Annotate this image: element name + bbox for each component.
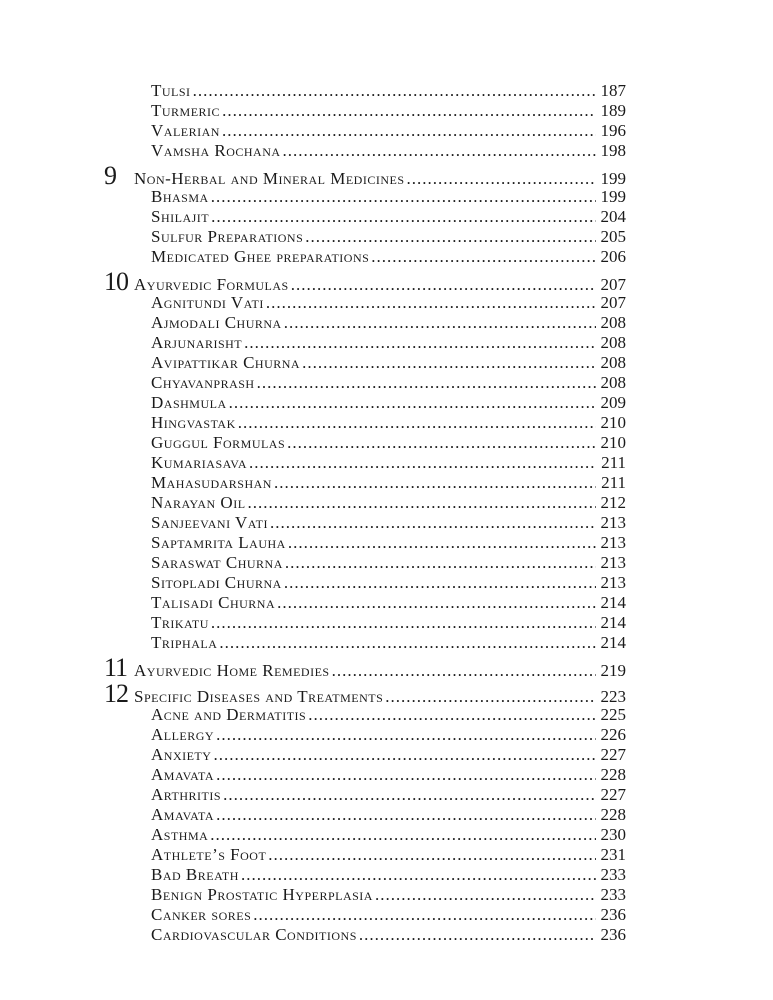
section-title: Chyavanprash bbox=[151, 373, 255, 392]
section-title: Talisadi Churna bbox=[151, 593, 276, 612]
toc-section-entry[interactable] bbox=[151, 393, 626, 413]
section-title: Benign Prostatic Hyperplasia bbox=[151, 885, 373, 904]
toc-section-entry[interactable] bbox=[151, 413, 626, 433]
page-number: 205 bbox=[600, 227, 626, 246]
page-number: 199 bbox=[600, 169, 626, 188]
toc-section-entry[interactable] bbox=[151, 905, 626, 925]
toc-section-entry[interactable] bbox=[151, 473, 626, 493]
page-number: 209 bbox=[600, 393, 626, 412]
section-title: Narayan Oil bbox=[151, 493, 246, 512]
dot-leader bbox=[241, 865, 596, 885]
toc-section-entry[interactable] bbox=[151, 745, 626, 765]
toc-section-entry[interactable] bbox=[151, 553, 626, 573]
dot-leader bbox=[283, 141, 596, 161]
chapter-title: Non-Herbal and Mineral Medicines bbox=[134, 169, 405, 188]
dot-leader bbox=[211, 207, 596, 227]
toc-section-entry[interactable] bbox=[151, 81, 626, 101]
section-title: Sitopladi Churna bbox=[151, 573, 282, 592]
section-title: Ajmodali Churna bbox=[151, 313, 282, 332]
toc-section-entry[interactable] bbox=[151, 573, 626, 593]
section-title: Asthma bbox=[151, 825, 209, 844]
chapter-title: Specific Diseases and Treatments bbox=[134, 687, 384, 706]
dot-leader bbox=[285, 553, 596, 573]
dot-leader bbox=[371, 247, 596, 267]
dot-leader bbox=[270, 513, 596, 533]
section-title: Arthritis bbox=[151, 785, 222, 804]
dot-leader bbox=[211, 613, 596, 633]
dot-leader bbox=[210, 825, 596, 845]
page-number: 214 bbox=[600, 633, 626, 652]
dot-leader bbox=[274, 473, 596, 493]
section-title: Amavata bbox=[151, 805, 215, 824]
dot-leader bbox=[359, 925, 596, 945]
chapter-number: 12 bbox=[104, 679, 128, 708]
toc-section-entry[interactable] bbox=[151, 207, 626, 227]
page-number: 207 bbox=[600, 293, 626, 312]
dot-leader bbox=[284, 313, 596, 333]
toc-chapter-entry[interactable] bbox=[104, 679, 626, 708]
page-number: 208 bbox=[600, 333, 626, 352]
chapter-number: 9 bbox=[104, 161, 117, 190]
toc-section-entry[interactable] bbox=[151, 433, 626, 453]
toc-section-entry[interactable] bbox=[151, 227, 626, 247]
section-title: Canker sores bbox=[151, 905, 252, 924]
dot-leader bbox=[305, 227, 596, 247]
page-number: 223 bbox=[600, 687, 626, 706]
page-number: 233 bbox=[600, 885, 626, 904]
dot-leader bbox=[219, 633, 596, 653]
dot-leader bbox=[244, 333, 596, 353]
dot-leader bbox=[248, 493, 596, 513]
page-number: 213 bbox=[600, 553, 626, 572]
dot-leader bbox=[222, 121, 596, 141]
section-title: Triphala bbox=[151, 633, 218, 652]
dot-leader bbox=[238, 413, 596, 433]
section-title: Avipattikar Churna bbox=[151, 353, 301, 372]
toc-section-entry[interactable] bbox=[151, 845, 626, 865]
page-number: 211 bbox=[601, 453, 626, 472]
toc-section-entry[interactable] bbox=[151, 725, 626, 745]
section-title: Sulfur Preparations bbox=[151, 227, 304, 246]
toc-section-entry[interactable] bbox=[151, 293, 626, 313]
dot-leader bbox=[332, 660, 596, 682]
toc-section-entry[interactable] bbox=[151, 925, 626, 945]
section-title: Saptamrita Lauha bbox=[151, 533, 286, 552]
toc-section-entry[interactable] bbox=[151, 353, 626, 373]
toc-section-entry[interactable] bbox=[151, 785, 626, 805]
toc-section-entry[interactable] bbox=[151, 593, 626, 613]
dot-leader bbox=[216, 765, 596, 785]
chapter-number: 10 bbox=[104, 267, 128, 296]
toc-section-entry[interactable] bbox=[151, 333, 626, 353]
dot-leader bbox=[229, 393, 596, 413]
section-title: Amavata bbox=[151, 765, 215, 784]
toc-section-entry[interactable] bbox=[151, 121, 626, 141]
page-number: 225 bbox=[600, 705, 626, 724]
section-title: Turmeric bbox=[151, 101, 221, 120]
dot-leader bbox=[288, 533, 596, 553]
section-title: Sanjeevani Vati bbox=[151, 513, 268, 532]
toc-section-entry[interactable] bbox=[151, 513, 626, 533]
chapter-title: Ayurvedic Home Remedies bbox=[134, 661, 330, 680]
dot-leader bbox=[302, 353, 596, 373]
toc-section-entry[interactable] bbox=[151, 613, 626, 633]
dot-leader bbox=[266, 293, 596, 313]
toc-section-entry[interactable] bbox=[151, 101, 626, 121]
page-number: 228 bbox=[600, 765, 626, 784]
page-number: 210 bbox=[600, 433, 626, 452]
section-title: Valerian bbox=[151, 121, 220, 140]
section-title: Agnitundi Vati bbox=[151, 293, 264, 312]
section-title: Saraswat Churna bbox=[151, 553, 283, 572]
page-number: 236 bbox=[600, 925, 626, 944]
page-number: 236 bbox=[600, 905, 626, 924]
page-number: 233 bbox=[600, 865, 626, 884]
dot-leader bbox=[287, 433, 596, 453]
toc-chapter-entry[interactable] bbox=[104, 267, 626, 296]
toc-section-entry[interactable] bbox=[151, 453, 626, 473]
toc-section-entry[interactable] bbox=[151, 141, 626, 161]
page-number: 214 bbox=[600, 613, 626, 632]
dot-leader bbox=[216, 805, 596, 825]
section-title: Hingvastak bbox=[151, 413, 236, 432]
page-number: 187 bbox=[600, 81, 626, 100]
toc-section-entry[interactable] bbox=[151, 805, 626, 825]
page-number: 212 bbox=[600, 493, 626, 512]
dot-leader bbox=[222, 101, 596, 121]
toc-section-entry[interactable] bbox=[151, 825, 626, 845]
dot-leader bbox=[268, 845, 596, 865]
dot-leader bbox=[277, 593, 596, 613]
page-number: 228 bbox=[600, 805, 626, 824]
toc-section-entry[interactable] bbox=[151, 705, 626, 725]
section-title: Acne and Dermatitis bbox=[151, 705, 307, 724]
toc-section-entry[interactable] bbox=[151, 313, 626, 333]
toc-section-entry[interactable] bbox=[151, 885, 626, 905]
page-number: 207 bbox=[600, 275, 626, 294]
dot-leader bbox=[308, 705, 596, 725]
dot-leader bbox=[257, 373, 596, 393]
page-number: 226 bbox=[600, 725, 626, 744]
section-title: Shilajit bbox=[151, 207, 210, 226]
toc-section-entry[interactable] bbox=[151, 533, 626, 553]
toc-section-entry[interactable] bbox=[151, 633, 626, 653]
dot-leader bbox=[193, 81, 596, 101]
section-title: Bhasma bbox=[151, 187, 209, 206]
section-title: Athlete’s Foot bbox=[151, 845, 267, 864]
dot-leader bbox=[223, 785, 596, 805]
page-number: 213 bbox=[600, 573, 626, 592]
section-title: Bad Breath bbox=[151, 865, 239, 884]
page-number: 214 bbox=[600, 593, 626, 612]
toc-section-entry[interactable] bbox=[151, 493, 626, 513]
chapter-title: Ayurvedic Formulas bbox=[134, 275, 289, 294]
page-number: 219 bbox=[600, 661, 626, 680]
page-number: 208 bbox=[600, 313, 626, 332]
toc-section-entry[interactable] bbox=[151, 247, 626, 267]
section-title: Allergy bbox=[151, 725, 215, 744]
page-number: 227 bbox=[600, 745, 626, 764]
table-of-contents bbox=[104, 81, 626, 945]
section-title: Dashmula bbox=[151, 393, 227, 412]
toc-chapter-entry[interactable] bbox=[104, 161, 626, 190]
dot-leader bbox=[284, 573, 596, 593]
section-title: Arjunarisht bbox=[151, 333, 243, 352]
section-title: Tulsi bbox=[151, 81, 191, 100]
section-title: Cardiovascular Conditions bbox=[151, 925, 357, 944]
page-number: 210 bbox=[600, 413, 626, 432]
page-number: 199 bbox=[600, 187, 626, 206]
page-number: 213 bbox=[600, 533, 626, 552]
page-number: 230 bbox=[600, 825, 626, 844]
dot-leader bbox=[213, 745, 596, 765]
page-number: 211 bbox=[601, 473, 626, 492]
section-title: Anxiety bbox=[151, 745, 212, 764]
toc-section-entry[interactable] bbox=[151, 765, 626, 785]
page-number: 227 bbox=[600, 785, 626, 804]
section-title: Kumariasava bbox=[151, 453, 248, 472]
page-number: 206 bbox=[600, 247, 626, 266]
section-title: Medicated Ghee preparations bbox=[151, 247, 370, 266]
toc-section-entry[interactable] bbox=[151, 373, 626, 393]
section-title: Trikatu bbox=[151, 613, 209, 632]
chapter-number: 11 bbox=[104, 653, 128, 682]
dot-leader bbox=[249, 453, 596, 473]
page-number: 189 bbox=[600, 101, 626, 120]
toc-section-entry[interactable] bbox=[151, 187, 626, 207]
page-number: 208 bbox=[600, 353, 626, 372]
page-number: 198 bbox=[600, 141, 626, 160]
dot-leader bbox=[211, 187, 596, 207]
toc-chapter-entry[interactable] bbox=[104, 653, 626, 682]
section-title: Vamsha Rochana bbox=[151, 141, 281, 160]
dot-leader bbox=[375, 885, 596, 905]
page-number: 213 bbox=[600, 513, 626, 532]
page-number: 231 bbox=[600, 845, 626, 864]
dot-leader bbox=[216, 725, 596, 745]
page-number: 204 bbox=[600, 207, 626, 226]
section-title: Mahasudarshan bbox=[151, 473, 272, 492]
toc-section-entry[interactable] bbox=[151, 865, 626, 885]
page-number: 196 bbox=[600, 121, 626, 140]
dot-leader bbox=[253, 905, 596, 925]
section-title: Guggul Formulas bbox=[151, 433, 286, 452]
page-number: 208 bbox=[600, 373, 626, 392]
